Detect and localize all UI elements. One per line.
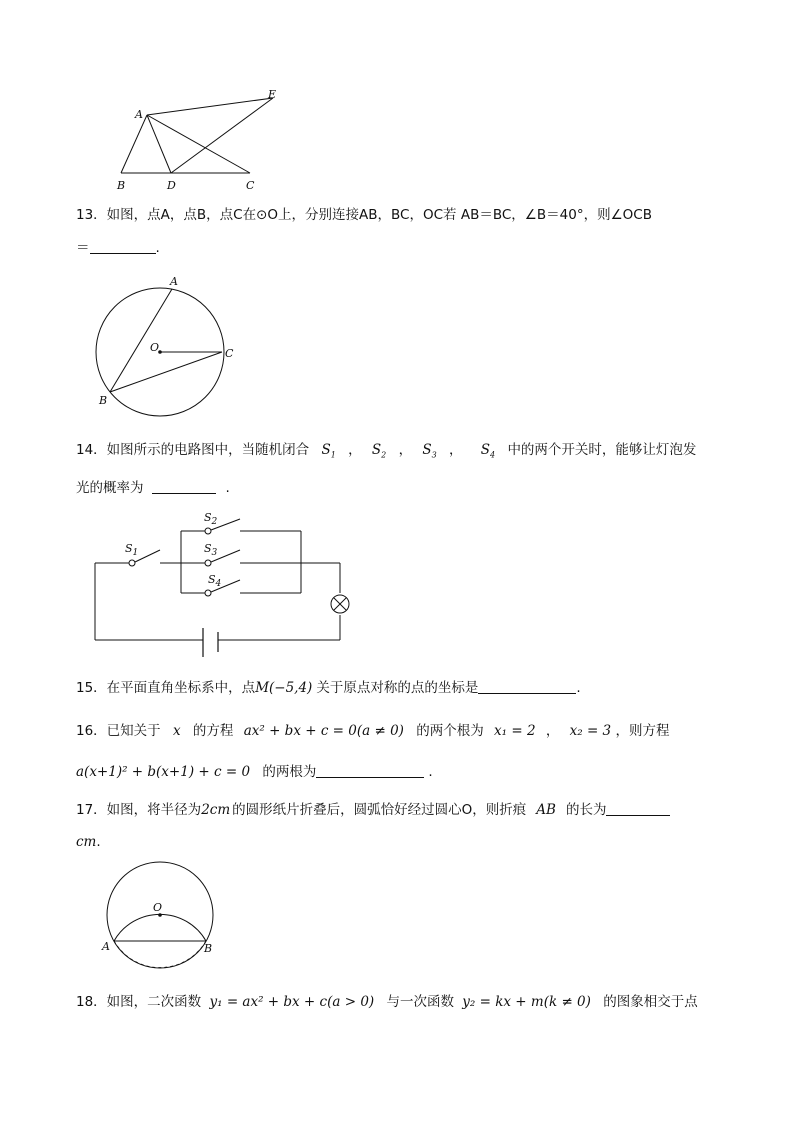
q13-equals: ＝ (76, 240, 90, 256)
q17-middle: 的圆形纸片折叠后，圆弧恰好经过圆心O，则折痕 (232, 802, 527, 818)
q17-radius: 2cm (201, 802, 231, 818)
q18-function1: y₁ = ax² + bx + c (209, 994, 328, 1010)
q18-condition: (a > 0) (327, 994, 375, 1010)
q16-root2: x₂ = 3 (569, 723, 612, 739)
fig13-label-a: A (170, 275, 178, 288)
q14-sep2: ， (398, 442, 413, 458)
q18-function2: y₂ = kx + m(k ≠ 0) (462, 994, 591, 1010)
q17-ab: AB (536, 802, 556, 818)
q15-point: M(−5,4) (255, 680, 313, 696)
fig12-label-b: B (117, 179, 126, 192)
fig17-label-b: B (204, 942, 213, 955)
q16-mid4: 的两根为 (262, 764, 317, 780)
q16-var: x (172, 723, 181, 739)
fig13-label-b: B (99, 394, 108, 407)
q16-mid2: 的两个根为 (416, 723, 484, 739)
q14-s3: $S_3$ (422, 442, 437, 460)
q14-suffix: 中的两个开关时，能够让灯泡发 (507, 442, 697, 458)
q15-period: . (576, 680, 581, 696)
q14-period: . (225, 480, 230, 496)
q14-sep3: ， (449, 442, 463, 458)
q18-suffix: 的图象相交于点 (603, 994, 698, 1010)
q14-prefix: 14．如图所示的电路图中，当随机闭合 (76, 442, 310, 458)
fig13-label-o: O (150, 341, 160, 354)
q16-equation2: a(x+1)² + b(x+1) + c = 0 (76, 764, 251, 780)
q14-line2-prefix: 光的概率为 (76, 480, 144, 496)
fig14-label-s1: $S_1$ (125, 542, 139, 558)
fig13-label-c: C (225, 347, 234, 360)
q14-sep1: ， (348, 442, 362, 458)
q13-line1: 13．如图，点A，点B，点C在⊙O上，分别连接AB，BC，OC若 AB＝BC，∠B＝40°，则∠OCB (76, 207, 652, 223)
q16-sep: ， (545, 723, 560, 739)
fig14-label-s4: $S_4$ (208, 573, 222, 589)
q15-middle: 关于原点对称的点的坐标是 (316, 680, 479, 696)
q18-mid: 与一次函数 (386, 994, 454, 1010)
q16-prefix: 16．已知关于 (76, 723, 161, 739)
q14-s2: $S_2$ (371, 442, 387, 460)
q15-prefix: 15．在平面直角坐标系中，点 (76, 680, 256, 696)
fig12-label-a: A (135, 108, 143, 121)
fig12-label-e: E (268, 88, 277, 101)
q14-s1: $S_1$ (321, 442, 336, 460)
q16-period: . (428, 764, 433, 780)
q17-prefix: 17．如图，将半径为 (76, 802, 202, 818)
q16-root1: x₁ = 2 (494, 723, 536, 739)
q14-s4: $S_4$ (480, 442, 496, 460)
q18-line (76, 992, 698, 1012)
q17-suffix: 的长为 (565, 802, 607, 818)
fig12-label-c: C (246, 179, 255, 192)
q17-end: . (96, 834, 101, 850)
q16-equation: ax² + bx + c = 0(a ≠ 0) (243, 723, 404, 739)
fig14-label-s2: $S_2$ (204, 511, 218, 527)
q13-period: . (155, 240, 160, 256)
fig17-label-a: A (102, 940, 110, 953)
q18-prefix: 18．如图，二次函数 (76, 994, 202, 1010)
q16-mid1: 的方程 (192, 723, 234, 739)
q16-mid3: ，则方程 (615, 723, 670, 739)
q17-unit: cm (76, 834, 97, 850)
fig17-label-o: O (153, 901, 163, 914)
fig12-label-d: D (167, 179, 176, 192)
fig14-label-s3: $S_3$ (204, 542, 218, 558)
